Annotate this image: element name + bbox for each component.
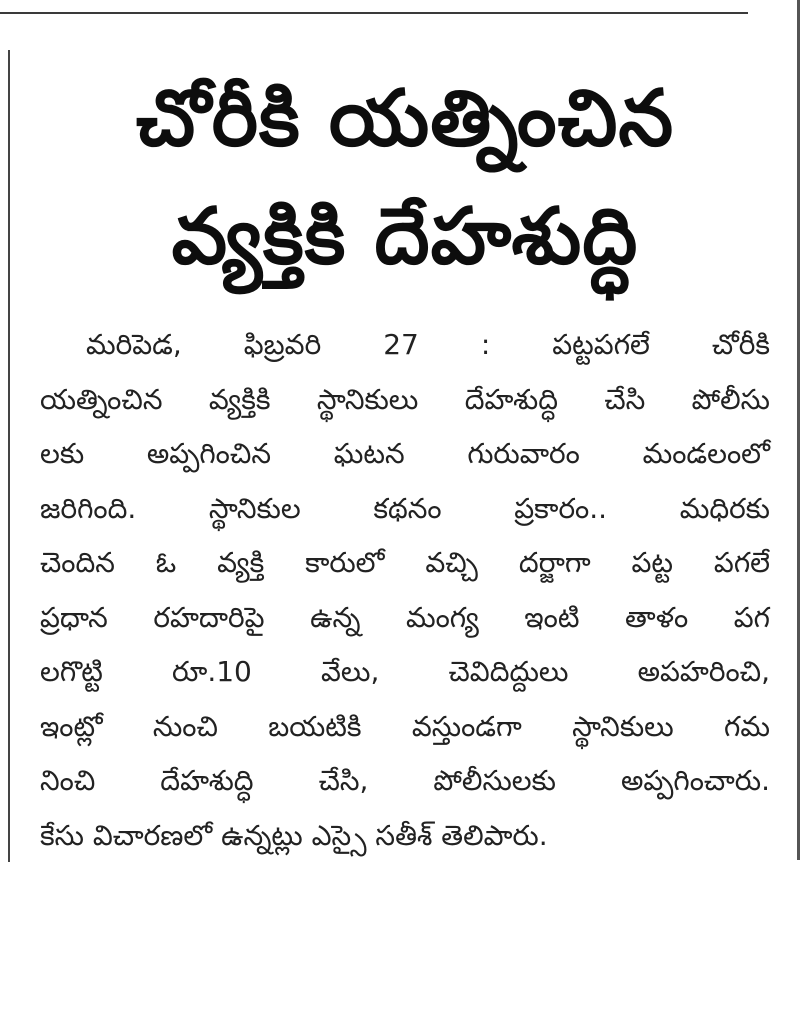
top-divider xyxy=(0,12,748,14)
body-line-10: కేసు విచారణలో ఉన్నట్లు ఎస్సై సతీశ్ తెలిపారు. xyxy=(40,818,548,852)
body-line-6: ప్రధాన రహదారిపై ఉన్న మంగ్య ఇంటి తాళం పగ xyxy=(40,600,770,634)
body-line-5: చెందిన ఓ వ్యక్తి కారులో వచ్చి దర్జాగా పట్ట పగలే xyxy=(40,546,770,579)
left-column-divider xyxy=(8,50,10,862)
headline-line-1: చోరీకి యత్నించిన xyxy=(135,74,675,164)
article-body xyxy=(40,318,770,863)
body-line-1: మరిపెడ, ఫిబ్రవరి 27 : పట్టపగలే చోరీకి xyxy=(86,328,770,361)
body-line-9: నించి దేహశుద్ధి చేసి, పోలీసులకు అప్పగించారు. xyxy=(40,764,770,797)
body-line-3: లకు అప్పగించిన ఘటన గురువారం మండలంలో xyxy=(40,437,770,470)
news-article xyxy=(40,60,770,863)
body-line-7: లగొట్టి రూ.10 వేలు, చెవిదిద్దులు అపహరించి, xyxy=(40,655,770,688)
body-line-4: జరిగింది. స్థానికుల కథనం ప్రకారం.. మధిరకు xyxy=(40,491,770,525)
headline-line-2: వ్యక్తికి దేహశుద్ధి xyxy=(171,192,639,282)
article-headline xyxy=(40,60,770,296)
body-line-8: ఇంట్లో నుంచి బయటికి వస్తుండగా స్థానికులు గమ xyxy=(40,709,770,743)
body-line-2: యత్నించిన వ్యక్తికి స్థానికులు దేహశుద్ధి చేసి పోలీసు xyxy=(40,382,770,416)
